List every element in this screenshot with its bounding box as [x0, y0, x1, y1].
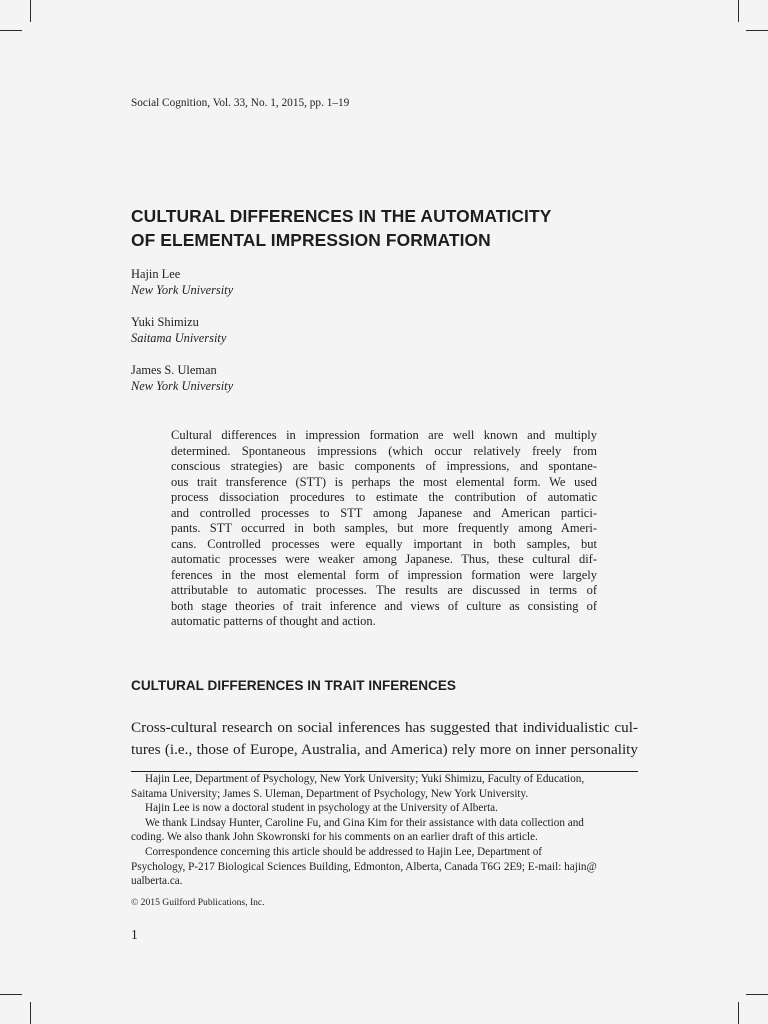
copyright-notice: © 2015 Guilford Publications, Inc.: [131, 897, 265, 908]
crop-mark: [746, 994, 768, 995]
crop-mark: [0, 30, 22, 31]
footnote-line: ualberta.ca.: [131, 875, 183, 888]
page-number: 1: [131, 927, 138, 942]
footnote-line: Psychology, P-217 Biological Sciences Building, Edmonton, Alberta, Canada T6G 2E9; E-mail: hajin@: [131, 860, 597, 873]
section-heading: CULTURAL DIFFERENCES IN TRAIT INFERENCES: [131, 678, 456, 693]
abstract-line: pants. STT occurred in both samples, but more frequently among Ameri-: [171, 521, 597, 535]
author-block: [131, 314, 531, 346]
author-block: [131, 266, 531, 298]
crop-mark: [0, 994, 22, 995]
article-title: [131, 204, 691, 252]
crop-mark: [738, 0, 739, 22]
author-affiliation: New York University: [131, 379, 234, 393]
body-line: Cross-cultural research on social inferences has suggested that individualistic cul-: [131, 719, 638, 736]
abstract-line: determined. Spontaneous impressions (which occur relatively freely from: [171, 443, 597, 458]
footnote-line: Saitama University; James S. Uleman, Department of Psychology, New York University.: [131, 787, 529, 800]
abstract-line: process dissociation procedures to estimate the contribution of automatic: [171, 490, 597, 504]
body-paragraph: [131, 717, 638, 761]
abstract-line: attributable to automatic processes. The results are discussed in terms of: [171, 583, 597, 597]
footnote-line: Correspondence concerning this article should be addressed to Hajin Lee, Department of: [145, 845, 543, 858]
footnote-line: Hajin Lee is now a doctoral student in psychology at the University of Alberta.: [145, 802, 498, 815]
author-name: Yuki Shimizu: [131, 315, 199, 329]
footnotes: [131, 772, 638, 889]
footnote-line: Hajin Lee, Department of Psychology, New York University; Yuki Shimizu, Faculty of Education,: [145, 773, 585, 785]
title-line: CULTURAL DIFFERENCES IN THE AUTOMATICITY: [131, 206, 552, 226]
abstract-line: cans. Controlled processes were equally important in both samples, but: [171, 536, 597, 551]
author-block: [131, 362, 531, 394]
abstract-line: conscious strategies) are basic components of impressions, and spontane-: [171, 459, 597, 473]
abstract: [171, 428, 597, 630]
footnote-line: coding. We also thank John Skowronski for his comments on an earlier draft of this article.: [131, 831, 538, 844]
abstract-line: ferences in the most elemental form of impression formation were largely: [171, 567, 597, 582]
crop-mark: [738, 1002, 739, 1024]
author-name: Hajin Lee: [131, 267, 181, 281]
crop-mark: [746, 30, 768, 31]
crop-mark: [30, 0, 31, 22]
abstract-line: and controlled processes to STT among Japanese and American partici-: [171, 505, 597, 520]
title-line: OF ELEMENTAL IMPRESSION FORMATION: [131, 230, 491, 250]
author-affiliation: Saitama University: [131, 331, 227, 345]
abstract-line: both stage theories of trait inference and views of culture as consisting of: [171, 598, 597, 613]
body-line: tures (i.e., those of Europe, Australia, and America) rely more on inner personality: [131, 741, 638, 758]
abstract-line: automatic processes were weaker among Japanese. Thus, these cultural dif-: [171, 552, 597, 566]
author-name: James S. Uleman: [131, 363, 217, 377]
author-affiliation: New York University: [131, 283, 234, 297]
footnote-line: We thank Lindsay Hunter, Caroline Fu, and Gina Kim for their assistance with data collection and: [145, 816, 584, 829]
journal-citation: Social Cognition, Vol. 33, No. 1, 2015, pp. 1–19: [131, 97, 350, 109]
abstract-line: Cultural differences in impression formation are well known and multiply: [171, 428, 597, 442]
abstract-line: ous trait transference (STT) is perhaps the most elemental form. We used: [171, 474, 597, 489]
crop-mark: [30, 1002, 31, 1024]
abstract-line: automatic patterns of thought and action.: [171, 614, 376, 628]
